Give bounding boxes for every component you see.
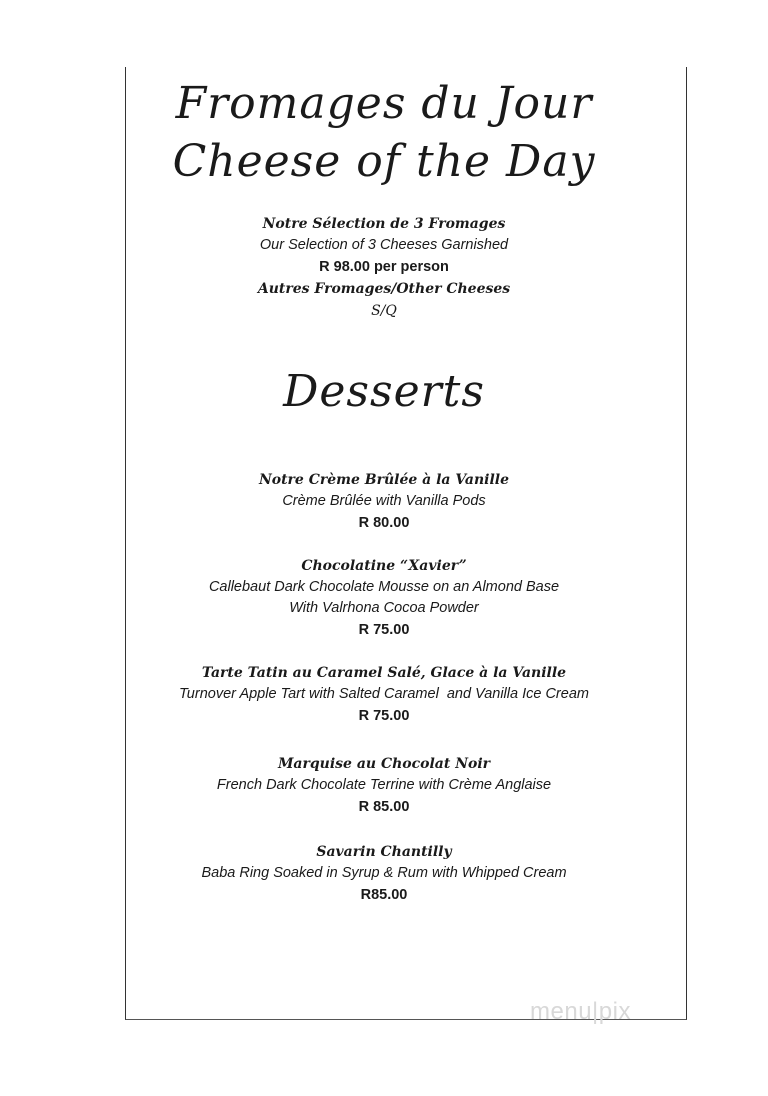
menu-item-description: Turnover Apple Tart with Salted Caramel and Vanilla Ice Cream bbox=[179, 686, 589, 702]
other-cheeses-name: Autres Fromages/Other Cheeses bbox=[257, 281, 511, 297]
menu-item-name: Chocolatine “Xavier” bbox=[301, 558, 467, 574]
menu-item bbox=[0, 841, 768, 906]
menu-item-price: R 80.00 bbox=[358, 515, 410, 531]
menu-item-name: Notre Crème Brûlée à la Vanille bbox=[258, 472, 510, 488]
desserts-title: Desserts bbox=[283, 366, 485, 417]
menu-item-description: French Dark Chocolate Terrine with Crème Anglaise bbox=[216, 777, 552, 793]
menu-item-name: Tarte Tatin au Caramel Salé, Glace à la Vanille bbox=[201, 665, 567, 681]
menu-item bbox=[0, 555, 768, 641]
cheese-title-fr: Fromages du Jour bbox=[175, 78, 593, 129]
menu-item-price: R85.00 bbox=[360, 887, 408, 903]
cheese-selection-name: Notre Sélection de 3 Fromages bbox=[262, 216, 506, 232]
other-cheeses-price: S/Q bbox=[371, 303, 397, 319]
menu-item-price: R 75.00 bbox=[358, 708, 410, 724]
menu-item-price: R 75.00 bbox=[358, 622, 410, 638]
cheese-title-en: Cheese of the Day bbox=[172, 136, 596, 187]
menu-item-price: R 85.00 bbox=[358, 799, 410, 815]
cheese-selection-description: Our Selection of 3 Cheeses Garnished bbox=[259, 237, 509, 253]
menu-item-description: Baba Ring Soaked in Syrup & Rum with Whipped Cream bbox=[201, 865, 567, 881]
cheese-selection-price: R 98.00 per person bbox=[319, 259, 449, 275]
cheese-section bbox=[0, 213, 768, 322]
watermark-logo: menu|pix bbox=[530, 998, 631, 1025]
menu-item bbox=[0, 662, 768, 727]
menu-item-name: Marquise au Chocolat Noir bbox=[277, 756, 491, 772]
menu-item bbox=[0, 469, 768, 534]
menu-item-name: Savarin Chantilly bbox=[316, 844, 452, 860]
menu-item-description: Callebaut Dark Chocolate Mousse on an Almond Base bbox=[208, 579, 560, 595]
menu-item bbox=[0, 753, 768, 818]
menu-item-description-line2: With Valrhona Cocoa Powder bbox=[289, 600, 479, 616]
menu-item-description: Crème Brûlée with Vanilla Pods bbox=[282, 493, 486, 509]
